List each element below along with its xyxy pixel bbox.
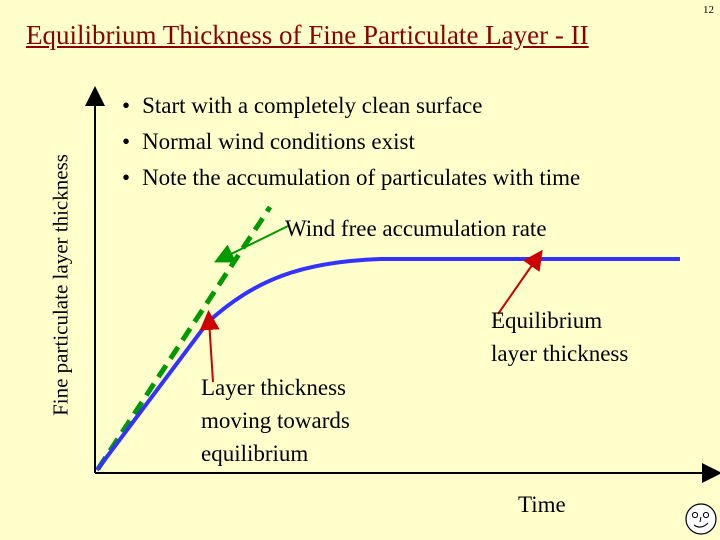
equilibrium-label: [491, 304, 628, 370]
equilibrium-label-line: Equilibrium: [491, 308, 603, 333]
moving-label-line: moving towards: [201, 408, 350, 433]
wind-free-arrow: [223, 226, 288, 258]
y-axis-label: Fine particulate layer thickness: [48, 154, 73, 416]
bullet-item: • Normal wind conditions exist: [122, 124, 580, 160]
page-number: 12: [703, 4, 714, 16]
moving-label-line: equilibrium: [201, 441, 309, 466]
equilibrium-label-line: layer thickness: [491, 341, 629, 366]
moving-label-line: Layer thickness: [201, 375, 346, 400]
bullet-item: • Note the accumulation of particulates with time: [122, 160, 580, 196]
wind-free-label: Wind free accumulation rate: [285, 216, 547, 241]
moving-toward-equilibrium-label: [201, 371, 350, 470]
bullet-item: • Start with a completely clean surface: [122, 88, 580, 124]
smiley-face-icon: [684, 502, 718, 536]
slide-title: Equilibrium Thickness of Fine Particulate Layer - II: [26, 20, 589, 50]
x-axis-label: Time: [518, 492, 566, 517]
